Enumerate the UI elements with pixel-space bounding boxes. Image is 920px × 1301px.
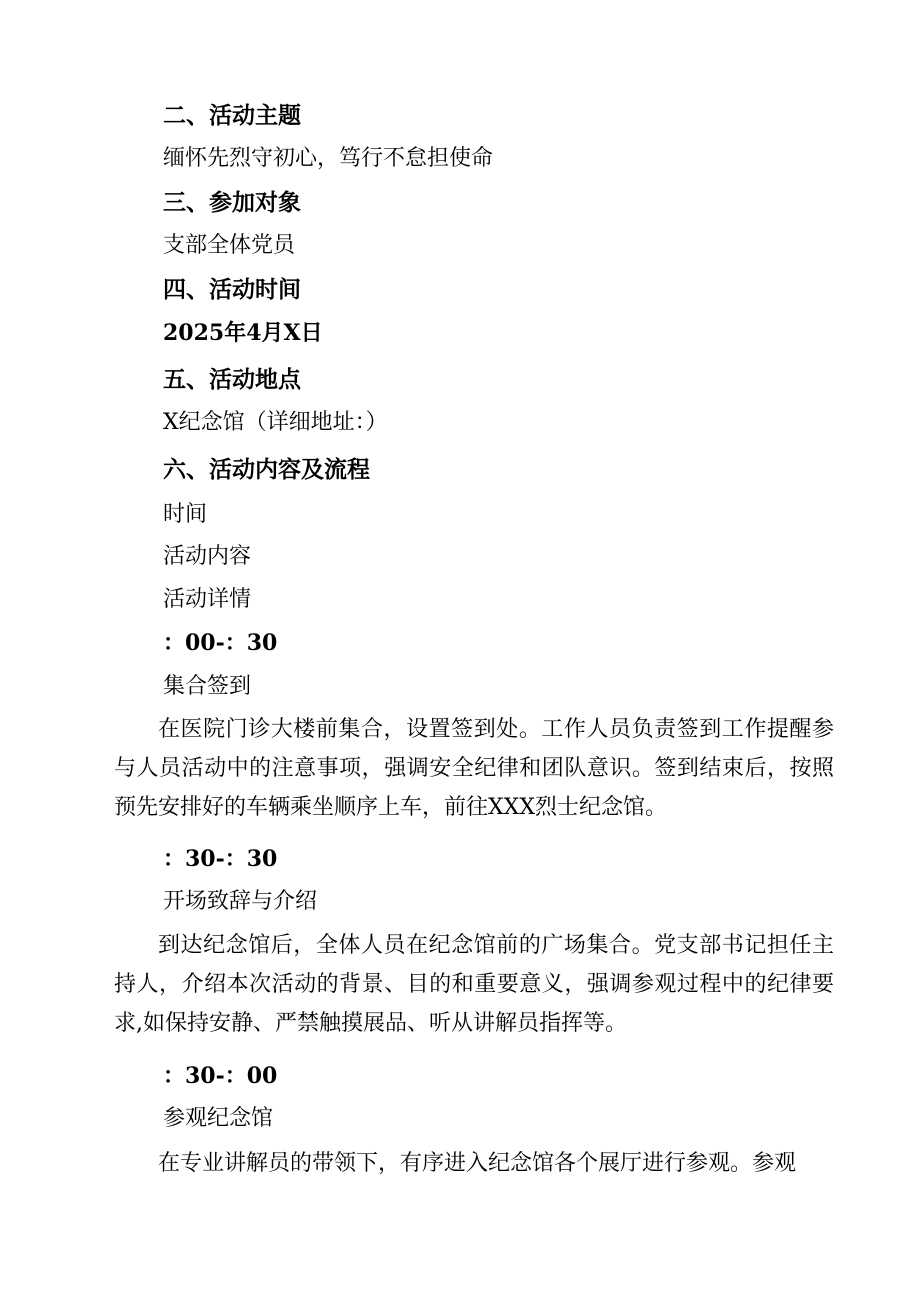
schedule-time: ：00-：30	[163, 630, 278, 656]
schedule-details: 在专业讲解员的带领下，有序进入纪念馆各个展厅进行参观。参观	[158, 1151, 797, 1176]
schedule-time: ：30-：00	[163, 1063, 278, 1089]
section-heading-theme: 二、活动主题	[163, 103, 301, 129]
schedule-activity: 集合签到	[163, 674, 252, 699]
section-heading-location: 五、活动地点	[163, 367, 301, 393]
section-heading-participants: 三、参加对象	[163, 190, 301, 216]
section-body-participants: 支部全体党员	[163, 233, 296, 258]
schedule-details: 到达纪念馆后，全体人员在纪念馆前的广场集合。党支部书记担任主持人，介绍本次活动的背景、目的和重要意义，强调参观过程中的纪律要求,如保持安静、严禁触摸展品、听从讲解员指挥等。	[114, 933, 834, 1036]
schedule-activity: 参观纪念馆	[163, 1106, 274, 1131]
section-heading-time: 四、活动时间	[163, 277, 301, 303]
table-header-time: 时间	[163, 502, 208, 527]
table-header-activity: 活动内容	[163, 544, 252, 569]
table-header-details: 活动详情	[163, 587, 252, 612]
schedule-time: ：30-：30	[163, 846, 278, 872]
schedule-details: 在医院门诊大楼前集合，设置签到处。工作人员负责签到工作提醒参与人员活动中的注意事项，强调安全纪律和团队意识。签到结束后，按照预先安排好的车辆乘坐顺序上车，前往XXX烈士纪念馆。	[114, 717, 834, 820]
section-body-time: 2025年4月X日	[163, 320, 323, 346]
section-body-theme: 缅怀先烈守初心，笃行不怠担使命	[163, 146, 494, 171]
section-body-location: X纪念馆（详细地址：）	[163, 410, 388, 435]
schedule-activity: 开场致辞与介绍	[163, 889, 318, 914]
section-heading-content: 六、活动内容及流程	[163, 457, 370, 483]
